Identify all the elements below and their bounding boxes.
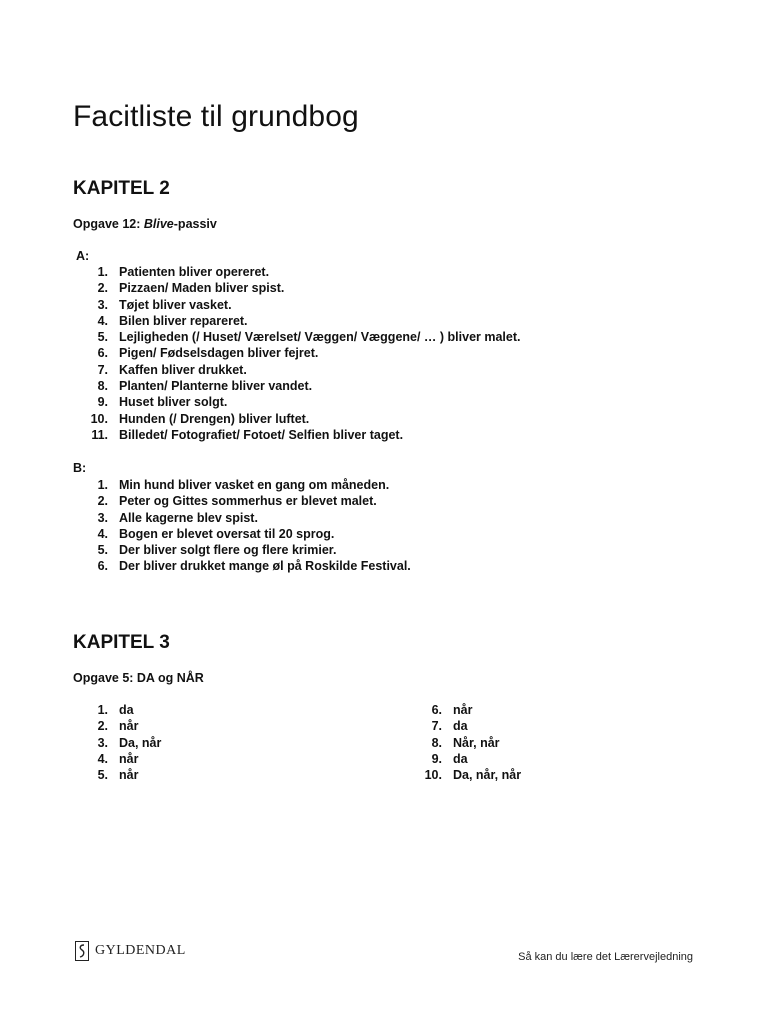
item-text: Billedet/ Fotografiet/ Fotoet/ Selfien bliver taget. [119,427,404,442]
page-title: Facitliste til grundbog [73,100,359,133]
item-number: 4. [97,751,108,766]
da-naar-list-left [63,702,161,783]
exercise-italic: Blive [143,217,174,231]
part-a-list [63,264,520,443]
item-text: da [119,703,134,717]
list-item [63,718,161,734]
item-number: 5. [97,330,108,345]
list-item [63,767,161,783]
list-item [63,280,520,296]
list-item [63,411,520,427]
item-text: Der bliver drukket mange øl på Roskilde Festival. [119,559,411,574]
list-item [63,297,520,313]
list-item [397,751,521,767]
item-text: når [453,703,473,717]
item-number: 5. [97,768,108,783]
item-number: 4. [97,526,108,541]
item-text: Bogen er blevet oversat til 20 sprog. [119,526,335,541]
list-item [63,493,411,509]
item-text: når [119,719,139,734]
item-number: 6. [431,703,442,717]
part-b-list [63,477,411,575]
item-text: Der bliver solgt flere og flere krimier. [119,543,337,558]
list-item [63,558,411,574]
item-number: 3. [97,735,108,750]
item-number: 9. [431,751,442,766]
list-item [63,477,411,493]
list-item [63,542,411,558]
exercise-12-title [73,217,217,231]
list-item [397,735,521,751]
list-item [397,718,521,734]
list-item [63,329,520,345]
item-number: 2. [97,281,108,296]
list-item [397,702,521,718]
item-text: Da, når [119,735,162,750]
item-text: Planten/ Planterne bliver vandet. [119,379,313,394]
item-number: 3. [97,510,108,525]
list-item [63,735,161,751]
list-item [397,767,521,783]
exercise-5-title: Opgave 5: DA og NÅR [73,671,204,685]
publisher-name: GYLDENDAL [95,943,186,958]
chapter-2-heading: KAPITEL 2 [73,178,170,199]
footer-book-title: Så kan du lære det Lærervejledning [518,951,693,963]
item-number: 10. [90,411,108,426]
item-number: 1. [97,478,108,492]
item-number: 2. [97,494,108,509]
item-text: når [119,768,139,783]
chapter-3-heading: KAPITEL 3 [73,632,170,653]
da-naar-list-right [397,702,521,783]
item-text: Kaffen bliver drukket. [119,362,247,377]
item-number: 1. [97,265,108,279]
item-text: da [453,719,468,734]
list-item [63,313,520,329]
item-number: 5. [97,543,108,558]
item-number: 10. [424,768,442,783]
item-number: 4. [97,313,108,328]
item-text: da [453,751,468,766]
item-number: 7. [431,719,442,734]
list-item [63,510,411,526]
item-text: Når, når [453,735,500,750]
item-text: Peter og Gittes sommerhus er blevet malet. [119,494,377,509]
item-number: 11. [91,427,108,442]
exercise-prefix: Opgave 12: [73,217,144,231]
item-number: 7. [97,362,108,377]
item-number: 3. [97,297,108,312]
item-text: Hunden (/ Drengen) bliver luftet. [119,411,310,426]
item-number: 6. [97,559,108,574]
list-item [63,526,411,542]
part-b-label: B: [73,461,87,475]
list-item [63,702,161,718]
item-text: når [119,751,139,766]
item-text: Tøjet bliver vasket. [119,297,232,312]
gyldendal-logo-icon [75,941,89,961]
item-number: 9. [97,395,108,410]
list-item [63,362,520,378]
list-item [63,427,520,443]
item-text: Bilen bliver repareret. [119,313,248,328]
list-item [63,751,161,767]
item-number: 8. [97,379,108,394]
item-text: Pigen/ Fødselsdagen bliver fejret. [119,346,319,361]
publisher-logo [75,941,186,961]
item-text: Lejligheden (/ Huset/ Værelset/ Væggen/ Væggene/ … ) bliver malet. [119,330,521,345]
item-text: Patienten bliver opereret. [119,265,270,279]
item-text: Pizzaen/ Maden bliver spist. [119,281,285,296]
item-number: 8. [431,735,442,750]
item-number: 6. [97,346,108,361]
item-number: 1. [97,703,108,717]
item-text: Min hund bliver vasket en gang om måneden. [119,478,390,492]
list-item [63,264,520,280]
item-text: Alle kagerne blev spist. [119,510,258,525]
item-number: 2. [97,719,108,734]
part-a-label: A: [76,249,90,263]
item-text: Huset bliver solgt. [119,395,228,410]
exercise-suffix: -passiv [173,217,217,231]
item-text: Da, når, når [453,768,522,783]
list-item [63,394,520,410]
list-item [63,378,520,394]
list-item [63,345,520,361]
